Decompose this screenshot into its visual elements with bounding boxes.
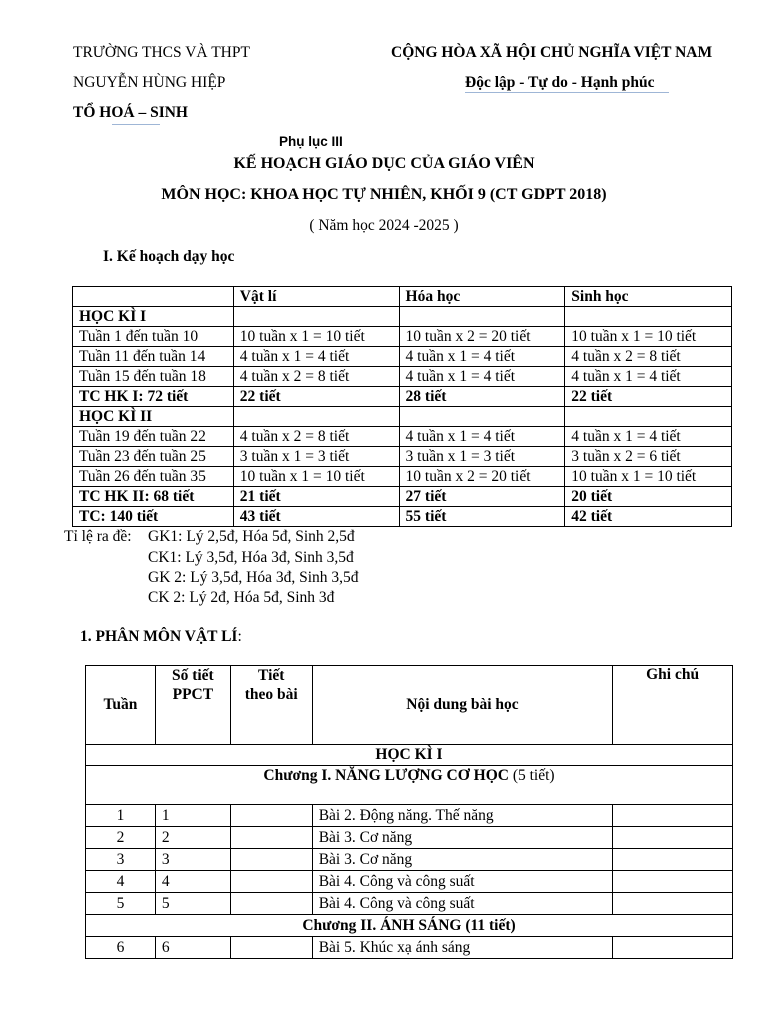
table-cell: 22 tiết <box>233 387 399 407</box>
table-row <box>73 327 732 347</box>
table-row <box>73 427 732 447</box>
table-cell: Tuần 1 đến tuần 10 <box>73 327 234 347</box>
lesson-ppct-cell: 6 <box>155 937 230 959</box>
physics-header-row <box>86 666 733 745</box>
table-cell: 4 tuần x 1 = 4 tiết <box>399 367 565 387</box>
lesson-ppct-cell: 5 <box>155 893 230 915</box>
plan-table-body <box>73 307 732 527</box>
lesson-content-cell: Bài 5. Khúc xạ ánh sáng <box>312 937 613 959</box>
lesson-week-cell: 6 <box>86 937 156 959</box>
table-cell: 4 tuần x 2 = 8 tiết <box>233 367 399 387</box>
lesson-lesson-cell <box>230 827 312 849</box>
header-week: Tuần <box>86 666 156 745</box>
lesson-content-cell: Bài 3. Cơ năng <box>312 849 613 871</box>
table-row <box>73 367 732 387</box>
chapter1-rows <box>86 805 733 915</box>
ratio-line: GK1: Lý 2,5đ, Hóa 5đ, Sinh 2,5đ <box>148 528 355 545</box>
table-row <box>73 487 732 507</box>
table-cell: 28 tiết <box>399 387 565 407</box>
table-cell <box>233 307 399 327</box>
table-cell: 3 tuần x 1 = 3 tiết <box>233 447 399 467</box>
physics-heading-text: 1. PHÂN MÔN VẬT LÍ <box>80 628 238 645</box>
ratio-line: CK1: Lý 3,5đ, Hóa 3đ, Sinh 3,5đ <box>148 549 354 566</box>
table-cell: 4 tuần x 1 = 4 tiết <box>565 367 732 387</box>
table-cell: 22 tiết <box>565 387 732 407</box>
motto-underline <box>465 92 669 93</box>
table-cell: Tuần 19 đến tuần 22 <box>73 427 234 447</box>
lesson-week-cell: 3 <box>86 849 156 871</box>
table-cell: Tuần 26 đến tuần 35 <box>73 467 234 487</box>
header-ppct <box>155 666 230 745</box>
table-cell <box>399 407 565 427</box>
semester-row <box>86 745 733 766</box>
lesson-row <box>86 849 733 871</box>
table-cell: 3 tuần x 1 = 3 tiết <box>399 447 565 467</box>
table-row <box>73 307 732 327</box>
table-cell: 4 tuần x 1 = 4 tiết <box>565 427 732 447</box>
table-cell: TC HK II: 68 tiết <box>73 487 234 507</box>
table-cell <box>399 307 565 327</box>
table-cell: 20 tiết <box>565 487 732 507</box>
physics-heading-colon: : <box>237 628 242 645</box>
table-header-row <box>73 287 732 307</box>
table-row <box>73 507 732 527</box>
nation-title: CỘNG HÒA XÃ HỘI CHỦ NGHĨA VIỆT NAM <box>391 44 713 61</box>
lesson-week-cell: 4 <box>86 871 156 893</box>
table-row <box>73 387 732 407</box>
header-lesson-line1: Tiết <box>258 667 285 684</box>
lesson-ppct-cell: 2 <box>155 827 230 849</box>
table-row <box>73 447 732 467</box>
lesson-row <box>86 871 733 893</box>
lesson-lesson-cell <box>230 893 312 915</box>
ratio-line: GK 2: Lý 3,5đ, Hóa 3đ, Sinh 3,5đ <box>148 569 359 586</box>
table-cell: TC: 140 tiết <box>73 507 234 527</box>
appendix-label: Phụ lục III <box>279 134 343 149</box>
chapter2-rows <box>86 937 733 959</box>
table-cell: 10 tuần x 2 = 20 tiết <box>399 467 565 487</box>
lesson-note-cell <box>613 827 733 849</box>
lesson-week-cell: 5 <box>86 893 156 915</box>
department-name: TỔ HOÁ – SINH <box>73 104 188 121</box>
table-cell: Tuần 11 đến tuần 14 <box>73 347 234 367</box>
school-name-line1: TRƯỜNG THCS VÀ THPT <box>73 44 250 61</box>
lesson-note-cell <box>613 805 733 827</box>
table-row <box>73 467 732 487</box>
table-cell: 42 tiết <box>565 507 732 527</box>
table-row <box>73 407 732 427</box>
header-ppct-line1: Số tiết <box>171 667 214 684</box>
school-name-line2: NGUYỄN HÙNG HIỆP <box>73 74 226 91</box>
lesson-content-cell: Bài 4. Công và công suất <box>312 871 613 893</box>
lesson-content-cell: Bài 3. Cơ năng <box>312 827 613 849</box>
semester-cell: HỌC KÌ I <box>86 745 733 766</box>
lesson-week-cell: 2 <box>86 827 156 849</box>
physics-heading <box>80 628 242 646</box>
lesson-note-cell <box>613 849 733 871</box>
chapter-cell <box>86 766 733 805</box>
chapter-row <box>86 766 733 805</box>
plan-title: KẾ HOẠCH GIÁO DỤC CỦA GIÁO VIÊN <box>233 155 535 172</box>
table-cell: 4 tuần x 1 = 4 tiết <box>399 427 565 447</box>
table-cell: HỌC KÌ I <box>73 307 234 327</box>
table-row <box>73 347 732 367</box>
table-cell: 55 tiết <box>399 507 565 527</box>
lesson-lesson-cell <box>230 805 312 827</box>
table-cell: Tuần 23 đến tuần 25 <box>73 447 234 467</box>
header-ppct-line2: PPCT <box>172 686 214 703</box>
table-cell: 21 tiết <box>233 487 399 507</box>
table-cell: 27 tiết <box>399 487 565 507</box>
lesson-note-cell <box>613 893 733 915</box>
department-underline <box>112 124 160 125</box>
table-cell: 10 tuần x 1 = 10 tiết <box>565 467 732 487</box>
table-cell: 10 tuần x 1 = 10 tiết <box>233 467 399 487</box>
table-cell: TC HK I: 72 tiết <box>73 387 234 407</box>
subject-title: MÔN HỌC: KHOA HỌC TỰ NHIÊN, KHỐI 9 (CT GDPT 2018) <box>161 186 607 203</box>
table-cell: 10 tuần x 1 = 10 tiết <box>233 327 399 347</box>
ratio-label: Tỉ lệ ra đề: <box>64 528 132 545</box>
lesson-note-cell <box>613 937 733 959</box>
table-cell: 4 tuần x 2 = 8 tiết <box>233 427 399 447</box>
chapter-hours: (5 tiết) <box>508 767 555 784</box>
header-content: Nội dung bài học <box>312 666 613 745</box>
lesson-row <box>86 893 733 915</box>
ratio-line: CK 2: Lý 2đ, Hóa 5đ, Sinh 3đ <box>148 589 335 606</box>
header-cell <box>73 287 234 307</box>
chapter-name: Chương I. NĂNG LƯỢNG CƠ HỌC <box>263 767 509 784</box>
table-cell <box>565 307 732 327</box>
table-cell: 10 tuần x 2 = 20 tiết <box>399 327 565 347</box>
table-cell: HỌC KÌ II <box>73 407 234 427</box>
table-cell: 4 tuần x 1 = 4 tiết <box>399 347 565 367</box>
lesson-lesson-cell <box>230 871 312 893</box>
table-cell <box>233 407 399 427</box>
lesson-row <box>86 937 733 959</box>
header-lesson <box>230 666 312 745</box>
lesson-ppct-cell: 1 <box>155 805 230 827</box>
school-year: ( Năm học 2024 -2025 ) <box>309 217 459 234</box>
header-cell: Sinh học <box>565 287 732 307</box>
chapter-cell: Chương II. ÁNH SÁNG (11 tiết) <box>86 915 733 937</box>
teaching-plan-table <box>72 286 732 527</box>
table-cell: Tuần 15 đến tuần 18 <box>73 367 234 387</box>
section-heading: I. Kế hoạch dạy học <box>103 248 235 265</box>
lesson-lesson-cell <box>230 937 312 959</box>
header-lesson-line2: theo bài <box>244 686 298 703</box>
lesson-content-cell: Bài 4. Công và công suất <box>312 893 613 915</box>
physics-table <box>85 665 733 959</box>
header-cell: Hóa học <box>399 287 565 307</box>
table-cell: 10 tuần x 1 = 10 tiết <box>565 327 732 347</box>
lesson-week-cell: 1 <box>86 805 156 827</box>
lesson-note-cell <box>613 871 733 893</box>
lesson-lesson-cell <box>230 849 312 871</box>
table-cell: 4 tuần x 1 = 4 tiết <box>233 347 399 367</box>
chapter-row <box>86 915 733 937</box>
table-cell: 3 tuần x 2 = 6 tiết <box>565 447 732 467</box>
lesson-ppct-cell: 4 <box>155 871 230 893</box>
lesson-ppct-cell: 3 <box>155 849 230 871</box>
table-cell: 4 tuần x 2 = 8 tiết <box>565 347 732 367</box>
lesson-content-cell: Bài 2. Động năng. Thế năng <box>312 805 613 827</box>
header-note: Ghi chú <box>613 666 733 745</box>
national-motto: Độc lập - Tự do - Hạnh phúc <box>465 74 655 91</box>
lesson-row <box>86 805 733 827</box>
header-cell: Vật lí <box>233 287 399 307</box>
table-cell: 43 tiết <box>233 507 399 527</box>
table-cell <box>565 407 732 427</box>
lesson-row <box>86 827 733 849</box>
